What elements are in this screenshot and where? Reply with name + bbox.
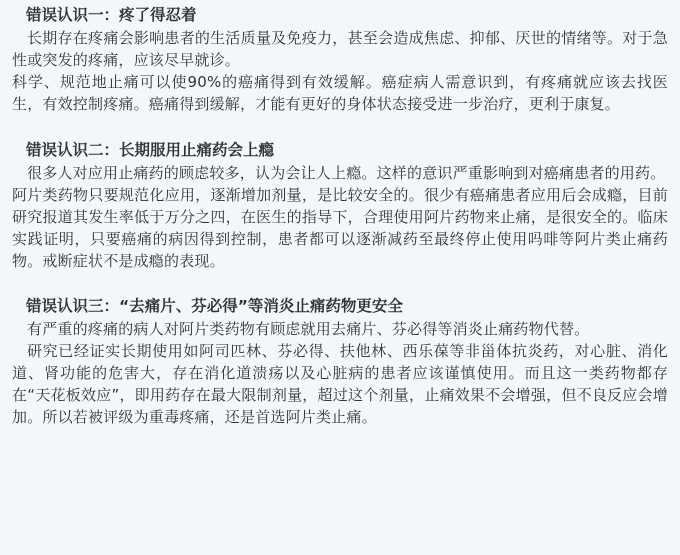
section-misconception-3 [12, 295, 668, 428]
paragraph: 很多人对应用止痛药的顾虑较多，认为会让人上瘾。这样的意识严重影响到对癌痛患者的用药。 [27, 164, 666, 182]
paragraph: 有严重的疼痛的病人对阿片类药物有顾虑就用去痛片、芬必得等消炎止痛药物代替。 [27, 320, 590, 338]
section-heading: 错误认识三：“去痛片、芬必得”等消炎止痛药物更安全 [26, 297, 403, 315]
section-misconception-2 [12, 139, 668, 272]
paragraph: 研究已经证实长期使用如阿司匹林、芬必得、扶他林、西乐葆等非甾体抗炎药，对心脏、消化道、肾功能的危害大，存在消化道溃疡以及心脏病的患者应该谨慎使用。而且这一类药物都存在“天花板效应”，即用药存在最大限制剂量，超过这个剂量，止痛效果不会增强，但不良反应会增加。所以若被评级为重毒疼痛，还是首选阿片类止痛。 [12, 342, 668, 426]
paragraph: 阿片类药物只要规范化应用，逐渐增加剂量，是比较安全的。很少有癌痛患者应用后会成瘾，目前研究报道其发生率低于万分之四，在医生的指导下，合理使用阿片药物来止痛，是很安全的。临床实践证明，只要癌痛的病因得到控制，患者都可以逐渐减药至最终停止使用吗啡等阿片类止痛药物。戒断症状不是成瘾的表现。 [12, 186, 668, 270]
paragraph: 科学、规范地止痛可以使90%的癌痛得到有效缓解。癌症病人需意识到，有疼痛就应该去找医生，有效控制疼痛。癌痛得到缓解，才能有更好的身体状态接受进一步治疗，更利于康复。 [12, 73, 668, 113]
section-heading: 错误认识一：疼了得忍着 [26, 6, 197, 24]
section-heading: 错误认识二：长期服用止痛药会上瘾 [26, 141, 275, 159]
section-misconception-1 [12, 4, 668, 115]
paragraph: 长期存在疼痛会影响患者的生活质量及免疫力，甚至会造成焦虑、抑郁、厌世的情绪等。对于急性或突发的疼痛，应该尽早就诊。 [12, 29, 668, 69]
